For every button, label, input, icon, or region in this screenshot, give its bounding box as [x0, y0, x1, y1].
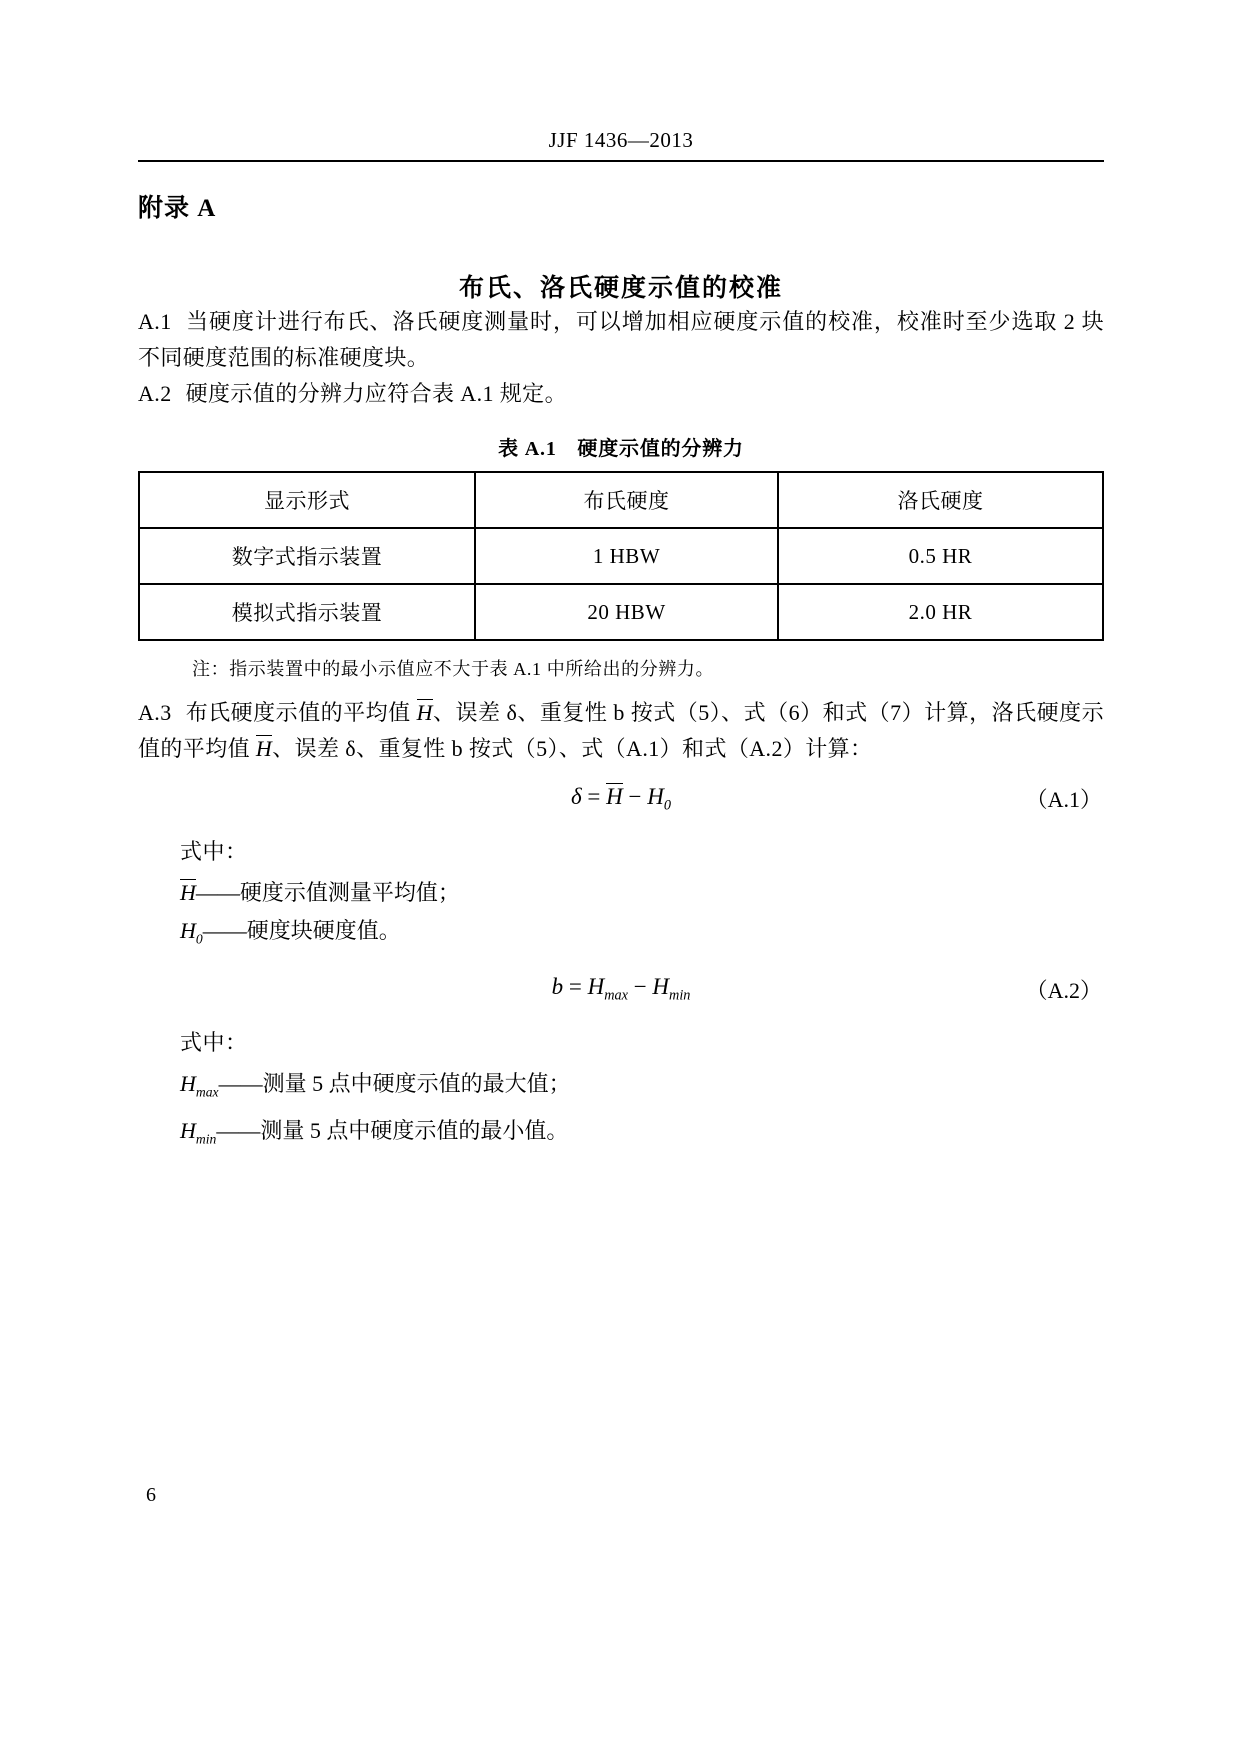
appendix-label: 附录 A: [138, 195, 217, 222]
definition-text: ——测量 5 点中硬度示值的最小值。: [216, 1117, 569, 1143]
table-cell: 2.0 HR: [778, 584, 1103, 640]
h-min-symbol: $H_{min}$: [180, 1117, 217, 1147]
table-note: 注：指示装置中的最小示值应不大于表 A.1 中所给出的分辨力。: [192, 659, 715, 679]
formula-a2-number: （A.2）: [1025, 978, 1102, 1004]
definition-list-a1: [180, 874, 1104, 958]
clause-a2-number: A.2: [138, 381, 172, 406]
definition-text: ——测量 5 点中硬度示值的最大值；: [218, 1071, 571, 1097]
equals-sign: =: [568, 974, 582, 1000]
table-header-cell: 显示形式: [139, 472, 475, 528]
clause-a2: [138, 376, 1104, 412]
h-min-symbol: $H_{min}$: [652, 974, 691, 1004]
formula-a2: [138, 974, 1104, 1005]
h-bar-symbol: H: [180, 880, 196, 905]
clause-a3-line1-suffix: 、误差 δ、重复性 b 按式（5）、式（6）和式（7）计算，: [432, 700, 992, 725]
definition-item: [180, 1112, 1104, 1158]
page-title: 布氏、洛氏硬度示值的校准: [458, 275, 783, 302]
clause-a3-line1-prefix: 布氏硬度示值的平均值: [185, 700, 417, 725]
clause-a1: [138, 304, 1104, 376]
clause-a3-line2-suffix: 、误差 δ、重复性 b 按式（5）、式（A.1）和式（A.2）计算：: [272, 736, 873, 761]
clause-a1-number: A.1: [138, 309, 172, 334]
table-cell: 0.5 HR: [778, 528, 1103, 584]
b-symbol: b: [551, 974, 564, 1000]
table-header-cell: 洛氏硬度: [778, 472, 1103, 528]
minus-sign: −: [628, 784, 642, 809]
header-divider: [138, 160, 1104, 162]
definition-item: [180, 874, 1104, 912]
h-bar-symbol: H: [606, 784, 623, 809]
formula-a1-number: （A.1）: [1025, 787, 1102, 812]
running-head: JJF 1436—2013: [548, 128, 694, 152]
definition-text: ——硬度块硬度值。: [202, 918, 401, 943]
table-cell: 20 HBW: [475, 584, 778, 640]
clause-a3: [138, 695, 1104, 767]
resolution-table: [138, 471, 1104, 641]
page-number: 6: [146, 1484, 156, 1506]
h-zero-symbol: $H_0$: [180, 918, 203, 947]
delta-symbol: δ: [570, 784, 582, 809]
table-row: [139, 528, 1103, 584]
minus-sign: −: [633, 974, 647, 1000]
h-zero-symbol: $H_0$: [647, 784, 672, 814]
formula-a2-row: [138, 974, 1104, 1014]
page-content: [138, 188, 1104, 1158]
definition-item: [180, 1065, 1104, 1111]
clause-a1-text: 当硬度计进行布氏、洛氏硬度测量时，可以增加相应硬度示值的校准，校准时至少选取 2 块不同硬度范围的标准硬度块。: [138, 309, 1104, 370]
where-label-a2: 式中：: [180, 1030, 248, 1056]
table-cell: 数字式指示装置: [139, 528, 475, 584]
table-header-cell: 布氏硬度: [475, 472, 778, 528]
equals-sign: =: [587, 784, 601, 809]
table-cell: 1 HBW: [475, 528, 778, 584]
formula-a1-row: [138, 783, 1104, 823]
h-bar-symbol: H: [255, 736, 273, 761]
formula-a1: [138, 783, 1104, 815]
table-row: [139, 584, 1103, 640]
definition-list-a2: [180, 1065, 1104, 1158]
clause-a3-line2-prefix: 洛氏硬度示值的平均值: [138, 700, 1104, 761]
table-header-row: [139, 472, 1103, 528]
table-cell: 模拟式指示装置: [139, 584, 475, 640]
clause-a2-text: 硬度示值的分辨力应符合表 A.1 规定。: [185, 381, 567, 406]
where-label-a1: 式中：: [180, 839, 248, 864]
definition-item: [180, 912, 1104, 958]
h-max-symbol: $H_{max}$: [587, 974, 628, 1004]
definition-text: ——硬度示值测量平均值；: [195, 880, 460, 905]
table-caption: 表 A.1 硬度示值的分辨力: [498, 438, 744, 460]
h-bar-symbol: H: [416, 700, 433, 725]
h-max-symbol: $H_{max}$: [180, 1071, 219, 1100]
clause-a3-number: A.3: [138, 700, 172, 725]
